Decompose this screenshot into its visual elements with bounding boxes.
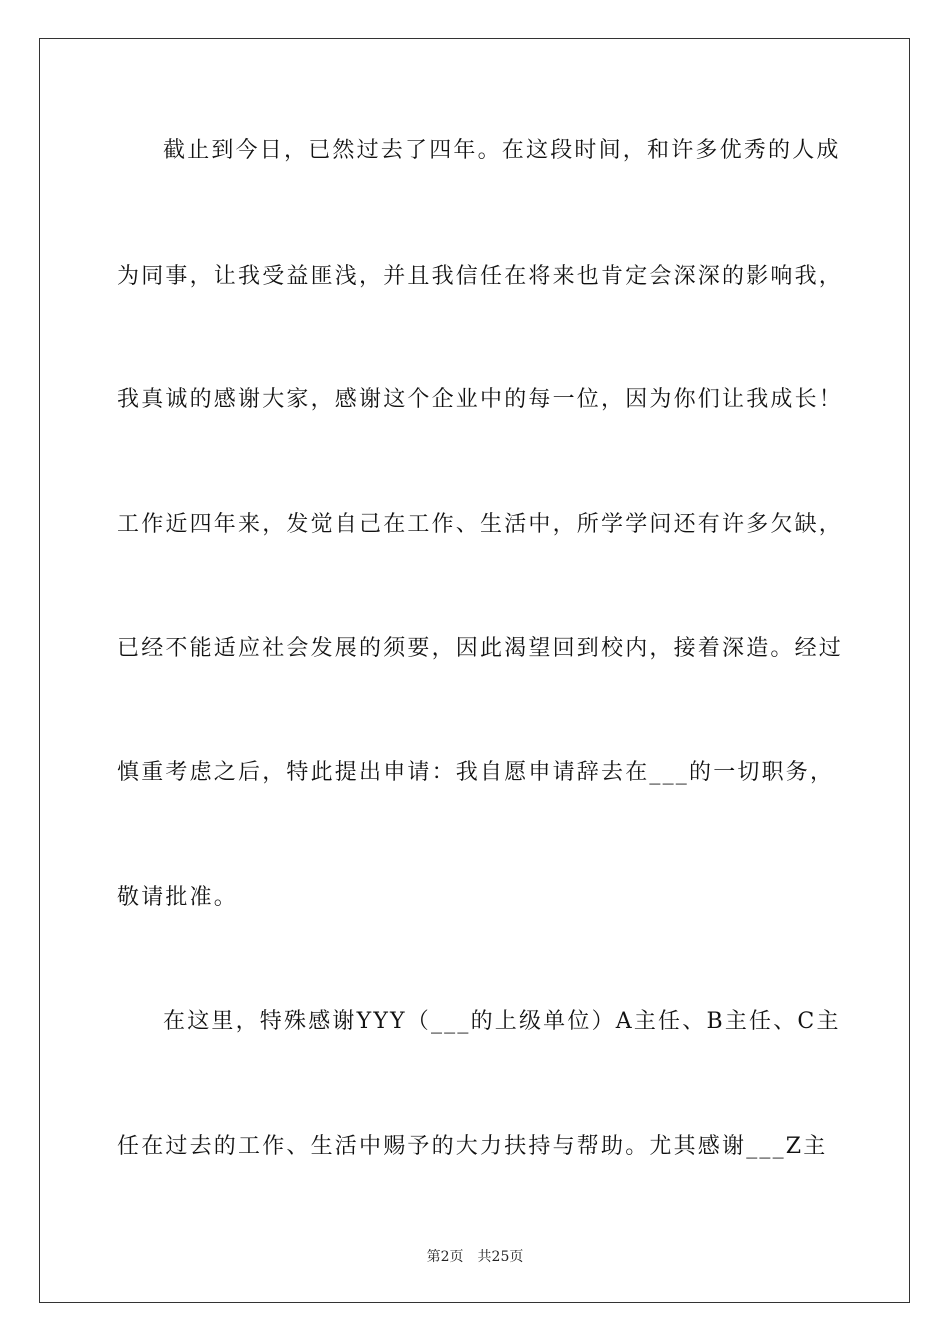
paragraph-line: 已经不能适应社会发展的须要，因此渴望回到校内，接着深造。经过 <box>117 636 844 661</box>
paragraph-line: 截止到今日，已然过去了四年。在这段时间，和许多优秀的人成 <box>163 138 841 163</box>
paragraph-line: 工作近四年来，发觉自己在工作、生活中，所学学问还有许多欠缺， <box>117 512 844 537</box>
page-total: 共25页 <box>477 1249 524 1265</box>
page-footer <box>0 1248 950 1266</box>
page-number: 第2页 <box>426 1249 464 1265</box>
paragraph-line: 敬请批准。 <box>117 885 239 910</box>
paragraph-line: 慎重考虑之后，特此提出申请：我自愿申请辞去在___的一切职务， <box>117 760 835 785</box>
paragraph-line: 为同事，让我受益匪浅，并且我信任在将来也肯定会深深的影响我， <box>117 264 844 289</box>
paragraph-line: 我真诚的感谢大家，感谢这个企业中的每一位，因为你们让我成长！ <box>117 387 844 412</box>
paragraph-line: 任在过去的工作、生活中赐予的大力扶持与帮助。尤其感谢___Z主 <box>117 1134 828 1159</box>
page-border <box>39 38 910 1303</box>
paragraph-line: 在这里，特殊感谢YYY（___的上级单位）A主任、B主任、C主 <box>163 1009 841 1034</box>
